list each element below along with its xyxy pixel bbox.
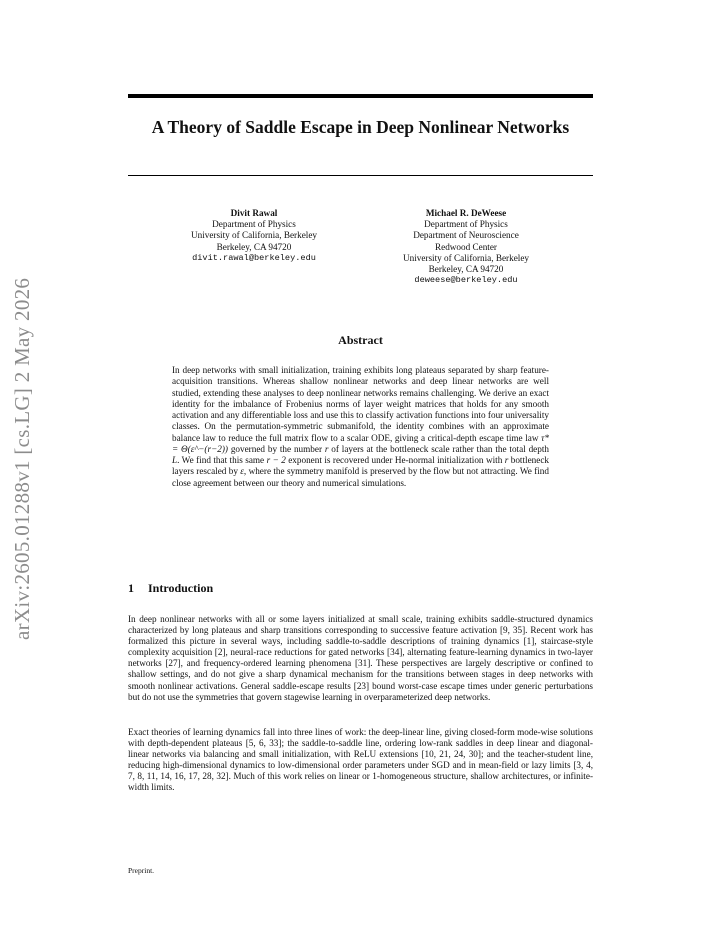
introduction-paragraph-1: In deep nonlinear networks with all or some layers initialized at small scale, training exhibits saddle-structured dynamics characterized by long plateaus and sharp transitions corresponding to successive feature activation [9, 35]. Recent work has formalized this picture in several ways, including saddle-to-saddle descriptions of training dynamics [1], staircase-style complexity acquisition [2], neural-race reductions for gated networks [34], alternating feature-learning dynamics in two-layer networks [27], and frequency-ordered learning phenomena [31]. These perspectives are largely descriptive or confined to shallow settings, and do not give a sharp dynamical mechanism for the transitions between stages in deep networks with smooth nonlinear activations. General saddle-escape results [23] bound worst-case escape times under generic perturbations but do not use the symmetries that govern stagewise learning in overparameterized deep networks.: [128, 614, 593, 702]
abstract-math-symbol: L: [172, 455, 178, 465]
author-name: Michael R. DeWeese: [425, 208, 507, 218]
abstract-text: [172, 365, 549, 489]
abstract-text-segment: In deep networks with small initialization, training exhibits long plateaus separated by sharp feature-acquisition transitions. Whereas shallow nonlinear networks and deep linear networks are well studied, extending these analyses to deep nonlinear networks remains challenging. We derive an exact identity for the imbalance of Frobenius norms of layer weight matrices that holds for any smooth activation and any differentiable loss and use this to classify activation functions into four universality classes. On the permutation-symmetric submanifold, the identity combines with an approximate balance law to reduce the full matrix flow to a scalar ODE, giving a critical-depth escape time law: [172, 365, 549, 443]
section-number: 1: [128, 581, 134, 595]
title-top-rule: [128, 94, 593, 98]
author-block-1: [160, 208, 348, 264]
arxiv-identifier-stamp: arXiv:2605.01288v1 [cs.LG] 2 May 2026: [10, 277, 34, 640]
author-email: deweese@berkeley.edu: [414, 275, 518, 286]
abstract-heading: Abstract: [338, 333, 383, 347]
title-bottom-rule: [128, 175, 593, 176]
author-block-2: [372, 208, 560, 286]
author-affiliation: University of California, Berkeley: [190, 230, 318, 241]
abstract-math-symbol: r − 2: [266, 455, 286, 465]
abstract-math-symbol: ε: [240, 466, 244, 477]
preprint-footer: Preprint.: [128, 866, 155, 875]
abstract-text-segment: bottleneck layers rescaled by: [172, 455, 549, 477]
paper-title: A Theory of Saddle Escape in Deep Nonlinear Networks: [151, 117, 570, 137]
abstract-math-symbol: r: [504, 455, 509, 465]
abstract-text-segment: governed by the number: [227, 443, 325, 454]
author-affiliation: Berkeley, CA 94720: [216, 241, 292, 252]
section-heading-introduction: [128, 581, 213, 596]
author-affiliation: Department of Physics: [424, 219, 508, 230]
author-affiliation: Berkeley, CA 94720: [428, 264, 504, 275]
abstract-text-segment: , where the symmetry manifold is preserved by the flow but not attracting. We find close agreement between our theory and numerical simulations.: [172, 466, 549, 488]
abstract-text-segment: exponent is recovered under He-normal initialization with: [285, 455, 505, 465]
author-affiliation: Department of Physics: [212, 219, 296, 230]
author-email: divit.rawal@berkeley.edu: [192, 252, 316, 263]
author-affiliation: Department of Neuroscience: [413, 230, 519, 241]
abstract-math-symbol: r: [324, 443, 329, 454]
abstract-text-segment: . We find that this same: [177, 455, 267, 465]
author-affiliation: University of California, Berkeley: [402, 252, 530, 263]
section-title: Introduction: [148, 581, 214, 595]
abstract-math-escape-law: τ* = Θ(ε^−(r−2)): [172, 432, 549, 454]
author-name: Divit Rawal: [230, 208, 278, 218]
introduction-paragraph-2: Exact theories of learning dynamics fall into three lines of work: the deep-linear line, giving closed-form mode-wise solutions with depth-dependent plateaus [5, 6, 33]; the saddle-to-saddle line, ordering low-rank saddles in deep linear and diagonal-linear networks via balancing and small initialization, with ReLU extensions [10, 21, 24, 30]; and the teacher-student line, reducing high-dimensional dynamics to low-dimensional order parameters under SGD and in mean-field or lazy limits [3, 4, 7, 8, 11, 14, 16, 17, 28, 32]. Much of this work relies on linear or 1-homogeneous structure, shallow architectures, or infinite-width limits.: [128, 727, 593, 793]
author-affiliation: Redwood Center: [434, 241, 497, 252]
abstract-text-segment: of layers at the bottleneck scale rather than the total depth: [328, 443, 549, 454]
